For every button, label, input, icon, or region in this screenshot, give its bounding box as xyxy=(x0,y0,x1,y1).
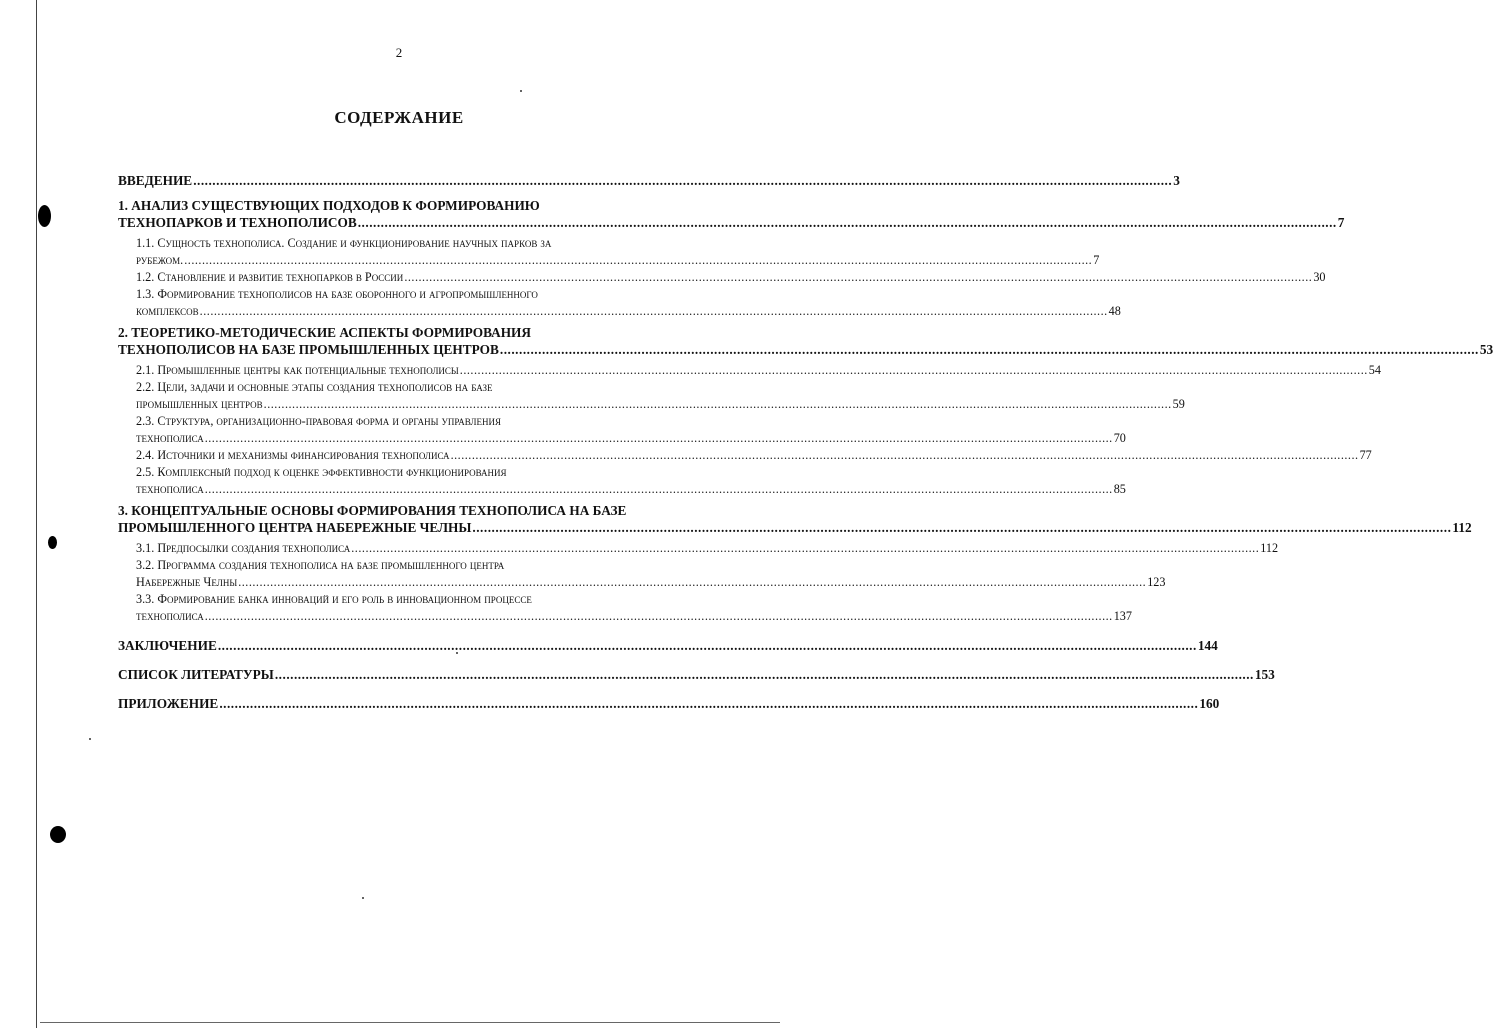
toc-section-label: 2.4. Источники и механизмы финансирования технополиса xyxy=(136,448,450,462)
toc-chapter-label: ТЕХНОПАРКОВ И ТЕХНОПОЛИСОВ xyxy=(118,215,357,230)
toc-chapter-label: ПРОМЫШЛЕННОГО ЦЕНТРА НАБЕРЕЖНЫЕ ЧЕЛНЫ xyxy=(118,520,472,535)
toc-section-2-1[interactable] xyxy=(136,362,1381,379)
toc-chapter-label: 2. ТЕОРЕТИКО-МЕТОДИЧЕСКИЕ АСПЕКТЫ ФОРМИРОВАНИЯ xyxy=(118,325,531,340)
toc-section-2-4[interactable] xyxy=(136,447,1372,464)
page-title: СОДЕРЖАНИЕ xyxy=(334,108,464,127)
leader-dots xyxy=(205,608,1113,625)
toc-page-number: 153 xyxy=(1254,667,1275,682)
leader-dots xyxy=(472,519,1451,536)
leader-dots xyxy=(358,214,1337,231)
toc-page-number: 7 xyxy=(1337,215,1345,230)
leader-dots xyxy=(275,666,1254,683)
leader-dots xyxy=(184,252,1092,269)
toc-entry-references[interactable] xyxy=(118,666,1275,683)
toc-section-2-5[interactable] xyxy=(136,464,1126,498)
toc-page-number: 30 xyxy=(1313,270,1326,284)
toc-section-label: 1.1. Сущность технополиса. Создание и функционирование научных парков за xyxy=(136,236,552,250)
toc-chapter-label: 3. КОНЦЕПТУАЛЬНЫЕ ОСНОВЫ ФОРМИРОВАНИЯ ТЕХНОПОЛИСА НА БАЗЕ xyxy=(118,503,627,518)
toc-entry-label: ПРИЛОЖЕНИЕ xyxy=(118,696,219,711)
toc-page-number: 112 xyxy=(1260,541,1279,555)
toc-section-label: 2.2. Цели, задачи и основные этапы создания технополисов на базе xyxy=(136,380,493,394)
toc-page-number: 160 xyxy=(1199,696,1220,711)
scan-speck xyxy=(362,897,364,899)
toc-page-number: 70 xyxy=(1113,431,1126,445)
toc-section-1-3[interactable] xyxy=(136,286,1121,320)
toc-page-number: 85 xyxy=(1113,482,1126,496)
toc-section-label: 2.5. Комплексный подход к оценке эффективности функционирования xyxy=(136,465,507,479)
toc-section-label: промышленных центров xyxy=(136,397,263,411)
toc-chapter-3[interactable] xyxy=(118,502,1472,536)
leader-dots xyxy=(238,574,1146,591)
ink-blot xyxy=(50,826,66,843)
toc-section-label: 1.2. Становление и развитие технопарков в России xyxy=(136,270,404,284)
toc-section-3-1[interactable] xyxy=(136,540,1279,557)
ink-blot xyxy=(48,536,57,549)
leader-dots xyxy=(264,396,1172,413)
toc-page-number: 123 xyxy=(1147,575,1166,589)
leader-dots xyxy=(200,303,1108,320)
leader-dots xyxy=(500,341,1479,358)
toc-page-number: 112 xyxy=(1452,520,1472,535)
page-number: 2 xyxy=(395,45,403,60)
toc-page-number: 53 xyxy=(1479,342,1493,357)
toc-entry-label: СПИСОК ЛИТЕРАТУРЫ xyxy=(118,667,274,682)
toc-section-label: технополиса xyxy=(136,609,204,623)
toc-entry-conclusion[interactable] xyxy=(118,637,1218,654)
toc-entry-label: ВВЕДЕНИЕ xyxy=(118,173,193,188)
scan-edge-bottom xyxy=(40,1022,780,1023)
toc-section-3-3[interactable] xyxy=(136,591,1132,625)
ink-blot xyxy=(38,205,51,227)
toc-chapter-2[interactable] xyxy=(118,324,1493,358)
leader-dots xyxy=(205,430,1113,447)
toc-section-3-2[interactable] xyxy=(136,557,1166,591)
toc-entry-intro[interactable] xyxy=(118,172,1180,189)
scan-edge-left xyxy=(36,0,37,1028)
toc-section-1-2[interactable] xyxy=(136,269,1326,286)
toc-chapter-label: ТЕХНОПОЛИСОВ НА БАЗЕ ПРОМЫШЛЕННЫХ ЦЕНТРОВ xyxy=(118,342,499,357)
toc-section-label: 3.2. Программа создания технополиса на базе промышленного центра xyxy=(136,558,505,572)
leader-dots xyxy=(218,637,1197,654)
toc-page-number: 48 xyxy=(1108,304,1121,318)
toc-page-number: 59 xyxy=(1172,397,1185,411)
toc-section-label: рубежом. xyxy=(136,253,184,267)
toc-page-number: 7 xyxy=(1093,253,1100,267)
toc-page-number: 137 xyxy=(1113,609,1132,623)
toc-section-1-1[interactable] xyxy=(136,235,1100,269)
toc-section-label: 3.3. Формирование банка инноваций и его роль в инновационном процессе xyxy=(136,592,532,606)
leader-dots xyxy=(404,269,1312,286)
toc-page-number: 54 xyxy=(1368,363,1381,377)
table-of-contents xyxy=(118,172,1493,712)
toc-section-label: технополиса xyxy=(136,482,204,496)
toc-section-label: 3.1. Предпосылки создания технополиса xyxy=(136,541,351,555)
leader-dots xyxy=(460,362,1368,379)
toc-section-label: 2.1. Промышленные центры как потенциальные технополисы xyxy=(136,363,459,377)
scan-speck xyxy=(89,738,91,740)
toc-chapter-1[interactable] xyxy=(118,197,1345,231)
toc-section-label: комплексов xyxy=(136,304,199,318)
toc-entry-label: ЗАКЛЮЧЕНИЕ xyxy=(118,638,217,653)
scan-speck xyxy=(520,90,522,92)
leader-dots xyxy=(205,481,1113,498)
toc-section-2-2[interactable] xyxy=(136,379,1185,413)
toc-entry-appendix[interactable] xyxy=(118,695,1220,712)
leader-dots xyxy=(193,172,1172,189)
toc-section-label: 2.3. Структура, организационно-правовая форма и органы управления xyxy=(136,414,501,428)
toc-page-number: 144 xyxy=(1197,638,1218,653)
toc-section-label: Набережные Челны xyxy=(136,575,238,589)
toc-page-number: 3 xyxy=(1173,173,1180,188)
toc-section-label: технополиса xyxy=(136,431,204,445)
toc-chapter-label: 1. АНАЛИЗ СУЩЕСТВУЮЩИХ ПОДХОДОВ К ФОРМИРОВАНИЮ xyxy=(118,198,540,213)
leader-dots xyxy=(351,540,1259,557)
toc-section-label: 1.3. Формирование технополисов на базе оборонного и агропромышленного xyxy=(136,287,538,301)
toc-page-number: 77 xyxy=(1359,448,1372,462)
leader-dots xyxy=(451,447,1359,464)
toc-section-2-3[interactable] xyxy=(136,413,1126,447)
leader-dots xyxy=(219,695,1198,712)
